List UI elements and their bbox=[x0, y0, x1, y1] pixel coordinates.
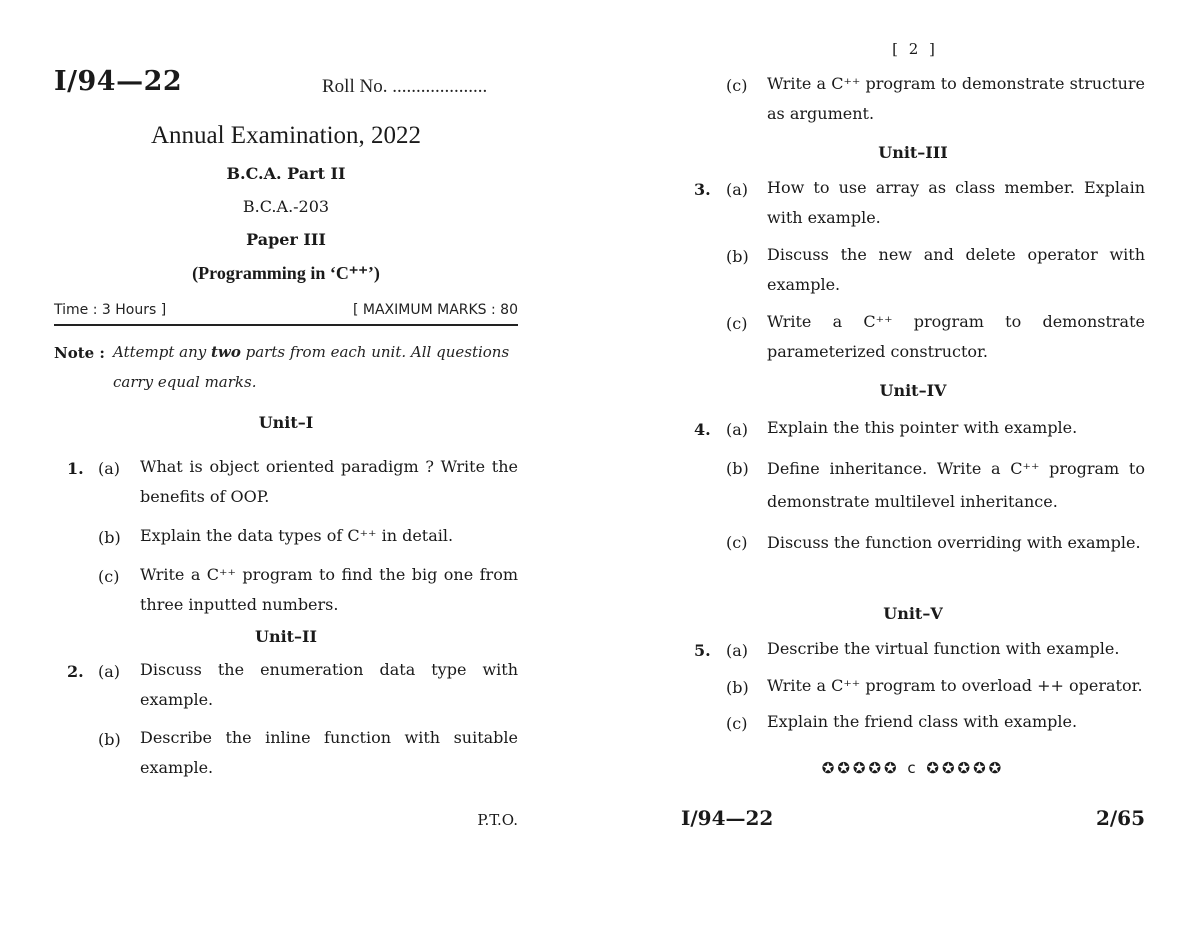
question-1-number: 1. bbox=[67, 459, 84, 478]
question-3c-label: (c) bbox=[726, 314, 748, 333]
question-1b-label: (b) bbox=[98, 528, 121, 547]
question-4b-text: Define inheritance. Write a C⁺⁺ program to demonstrate multilevel inheritance. bbox=[767, 459, 1145, 511]
question-4b-label: (b) bbox=[726, 459, 749, 478]
course-name: B.C.A. Part II bbox=[226, 164, 346, 183]
question-1c-text: Write a C⁺⁺ program to find the big one from three inputted numbers. bbox=[140, 565, 518, 614]
question-2c-label: (c) bbox=[726, 76, 748, 95]
question-5b-text: Write a C⁺⁺ program to overload ++ operator. bbox=[767, 676, 1143, 695]
unit-iii-heading: Unit–III bbox=[878, 143, 948, 162]
question-2a-text: Discuss the enumeration data type with example. bbox=[140, 660, 518, 709]
paper-number: Paper III bbox=[246, 230, 326, 249]
note-label: Note : bbox=[54, 344, 105, 362]
question-4-number: 4. bbox=[694, 420, 711, 439]
unit-ii-heading: Unit–II bbox=[254, 627, 318, 646]
end-ornament: ✪✪✪✪✪ c ✪✪✪✪✪ bbox=[821, 759, 1005, 777]
question-1a-label: (a) bbox=[98, 459, 121, 478]
question-3-number: 3. bbox=[694, 180, 711, 199]
roll-number-field: Roll No. .................... bbox=[322, 76, 488, 97]
question-4c-text: Discuss the function overriding with example. bbox=[767, 533, 1141, 552]
header-rule bbox=[54, 324, 518, 326]
exam-title: Annual Examination, 2022 bbox=[150, 122, 422, 149]
question-5c-label: (c) bbox=[726, 714, 748, 733]
question-2b-text: Describe the inline function with suitable example. bbox=[140, 728, 518, 777]
course-code: B.C.A.-203 bbox=[242, 197, 330, 216]
question-3b-text: Discuss the new and delete operator with example. bbox=[767, 245, 1145, 294]
question-3a-text: How to use array as class member. Explain with example. bbox=[767, 178, 1145, 227]
page-number: [ 2 ] bbox=[892, 40, 938, 58]
question-3a-label: (a) bbox=[726, 180, 749, 199]
question-2b-label: (b) bbox=[98, 730, 121, 749]
unit-v-heading: Unit–V bbox=[883, 604, 943, 623]
question-3b-label: (b) bbox=[726, 247, 749, 266]
question-5a-label: (a) bbox=[726, 641, 749, 660]
footer-page-count: 2/65 bbox=[1095, 806, 1145, 830]
subject-title: (Programming in ‘C⁺⁺’) bbox=[192, 263, 380, 283]
question-2c-text: Write a C⁺⁺ program to demonstrate structure as argument. bbox=[767, 74, 1145, 123]
question-1c-label: (c) bbox=[98, 567, 120, 586]
question-5-number: 5. bbox=[694, 641, 711, 660]
question-1a-text: What is object oriented paradigm ? Write the benefits of OOP. bbox=[140, 457, 518, 506]
maximum-marks: [ MAXIMUM MARKS : 80 bbox=[352, 302, 518, 318]
note-text: Attempt any two parts from each unit. All questions carry equal marks. bbox=[113, 343, 510, 391]
question-2a-label: (a) bbox=[98, 662, 121, 681]
unit-i-heading: Unit–I bbox=[258, 413, 314, 432]
question-1b-text: Explain the data types of C⁺⁺ in detail. bbox=[140, 526, 454, 545]
please-turn-over: P.T.O. bbox=[477, 811, 518, 829]
unit-iv-heading: Unit–IV bbox=[879, 381, 947, 400]
right-page bbox=[600, 0, 1200, 927]
time-allowed: Time : 3 Hours ] bbox=[54, 302, 167, 318]
question-3c-text: Write a C⁺⁺ program to demonstrate parameterized constructor. bbox=[767, 312, 1145, 361]
question-4a-label: (a) bbox=[726, 420, 749, 439]
question-5b-label: (b) bbox=[726, 678, 749, 697]
footer-paper-code: I/94—22 bbox=[681, 806, 774, 830]
question-5c-text: Explain the friend class with example. bbox=[767, 712, 1078, 731]
question-4c-label: (c) bbox=[726, 533, 748, 552]
question-4a-text: Explain the this pointer with example. bbox=[767, 418, 1078, 437]
paper-code: I/94—22 bbox=[54, 66, 183, 97]
question-2-number: 2. bbox=[67, 662, 84, 681]
question-5a-text: Describe the virtual function with example. bbox=[767, 639, 1120, 658]
